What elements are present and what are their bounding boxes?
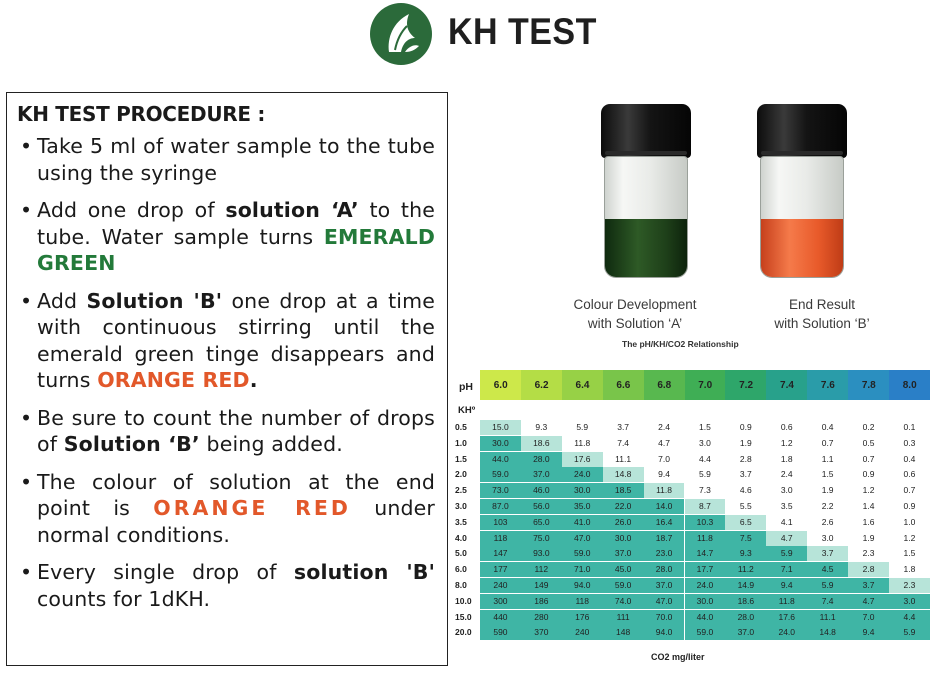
co2-cell: 28.0 xyxy=(644,562,685,577)
co2-cell: 7.0 xyxy=(848,610,889,625)
co2-cell: 300 xyxy=(480,594,521,609)
co2-cell: 4.5 xyxy=(807,562,848,577)
co2-cell: 2.4 xyxy=(780,469,793,480)
co2-cell: 2.3 xyxy=(889,578,930,593)
co2-cell: 147 xyxy=(480,546,521,561)
co2-cell: 10.3 xyxy=(685,515,726,530)
step-text: The colour of solution at the end point is xyxy=(37,469,435,520)
co2-cell: 240 xyxy=(480,578,521,593)
procedure-box xyxy=(6,92,448,666)
co2-cell: 1.0 xyxy=(903,516,916,527)
co2-cell: 14.0 xyxy=(644,499,685,514)
co2-cell: 186 xyxy=(521,594,562,609)
co2-cell: 37.0 xyxy=(644,578,685,593)
co2-cell: 0.9 xyxy=(739,422,752,432)
procedure-step xyxy=(17,288,435,394)
step-text: under normal conditions. xyxy=(37,496,435,547)
kh-row-label: 6.0 xyxy=(455,564,467,575)
co2-cell: 30.0 xyxy=(685,594,726,609)
co2-cell: 3.7 xyxy=(848,578,889,593)
co2-cell: 118 xyxy=(480,531,521,546)
step-text: Add xyxy=(37,288,87,313)
co2-cell: 5.9 xyxy=(766,546,807,561)
kh-row-label: 0.5 xyxy=(455,422,467,432)
co2-cell: 73.0 xyxy=(480,483,521,498)
co2-cell: 4.1 xyxy=(780,516,793,527)
vial-cap xyxy=(601,104,691,158)
co2-cell: 11.8 xyxy=(766,594,807,609)
procedure-step xyxy=(17,405,435,458)
co2-cell: 37.0 xyxy=(603,546,644,561)
co2-cell: 3.0 xyxy=(699,437,711,448)
co2-cell: 240 xyxy=(562,625,603,640)
step-text: EMERALD GREEN xyxy=(37,224,435,275)
co2-cell: 0.7 xyxy=(821,437,834,448)
co2-cell: 4.7 xyxy=(766,531,807,546)
ph-header-cell: 6.2 xyxy=(521,370,562,400)
co2-cell: 370 xyxy=(521,625,562,640)
co2-cell: 18.7 xyxy=(644,531,685,546)
co2-cell: 7.0 xyxy=(658,453,670,464)
co2-cell: 17.6 xyxy=(562,452,603,467)
vial-glass xyxy=(760,156,844,278)
co2-cell: 59.0 xyxy=(562,546,603,561)
co2-cell: 0.3 xyxy=(903,437,916,448)
co2-cell: 0.5 xyxy=(862,437,875,448)
right-photo-caption: End Result with Solution ‘B’ xyxy=(774,297,870,331)
co2-cell: 28.0 xyxy=(521,452,562,467)
step-text: Be sure to count the number of drops of xyxy=(37,405,435,456)
co2-cell: 71.0 xyxy=(562,562,603,577)
co2-cell: 56.0 xyxy=(521,499,562,514)
co2-cell: 3.5 xyxy=(780,501,793,511)
kh-row-label: 5.0 xyxy=(455,548,467,559)
ph-header-cell: 7.2 xyxy=(725,370,766,400)
co2-cell: 1.5 xyxy=(903,548,916,559)
green-solution xyxy=(605,219,687,277)
co2-cell: 0.7 xyxy=(903,485,916,496)
co2-cell: 44.0 xyxy=(480,452,521,467)
ph-header-cell: 6.4 xyxy=(562,370,603,400)
co2-cell: 5.9 xyxy=(807,578,848,593)
co2-cell: 1.1 xyxy=(821,453,834,464)
co2-cell: 9.4 xyxy=(766,578,807,593)
co2-cell: 14.9 xyxy=(725,578,766,593)
co2-cell: 1.9 xyxy=(821,485,834,496)
kh-row-label: 1.0 xyxy=(455,437,467,448)
co2-cell: 177 xyxy=(480,562,521,577)
kh-axis-label: KHº xyxy=(458,405,476,416)
step-text: ORANGE RED xyxy=(97,368,250,392)
co2-cell: 14.7 xyxy=(685,546,726,561)
co2-cell: 7.4 xyxy=(617,437,630,448)
co2-cell: 103 xyxy=(480,515,521,530)
co2-cell: 23.0 xyxy=(644,546,685,561)
kh-row-label: 8.0 xyxy=(455,580,467,590)
co2-cell: 5.9 xyxy=(889,625,930,640)
co2-cell: 3.0 xyxy=(821,532,834,543)
co2-cell: 45.0 xyxy=(603,562,644,577)
co2-cell: 15.0 xyxy=(480,420,521,435)
co2-cell: 4.7 xyxy=(658,437,670,448)
co2-cell: 1.8 xyxy=(780,453,793,464)
ph-header-cell: 6.8 xyxy=(644,370,685,400)
co2-cell: 1.5 xyxy=(699,422,711,432)
co2-cell: 9.4 xyxy=(658,469,670,480)
orange-solution xyxy=(761,219,843,277)
ph-header-cell: 7.8 xyxy=(848,370,889,400)
co2-cell: 0.4 xyxy=(821,422,834,432)
co2-cell: 16.4 xyxy=(644,515,685,530)
co2-cell: 3.7 xyxy=(739,469,752,480)
co2-cell: 9.4 xyxy=(848,625,889,640)
step-text: one drop at a time with continuous stirring until the emerald green tinge disappears and turns xyxy=(37,288,435,392)
co2-cell: 94.0 xyxy=(644,625,685,640)
kh-row-label: 4.0 xyxy=(455,532,467,543)
kh-row-label: 2.5 xyxy=(455,485,467,496)
procedure-step xyxy=(17,133,435,186)
co2-cell: 65.0 xyxy=(521,515,562,530)
procedure-step xyxy=(17,197,435,277)
co2-cell: 7.4 xyxy=(807,594,848,609)
co2-cell: 59.0 xyxy=(480,467,521,482)
co2-cell: 11.1 xyxy=(615,453,632,464)
ph-header-cell: 7.4 xyxy=(766,370,807,400)
co2-cell: 17.6 xyxy=(766,610,807,625)
co2-cell: 3.7 xyxy=(617,422,630,432)
vial-glass xyxy=(604,156,688,278)
co2-cell: 24.0 xyxy=(685,578,726,593)
co2-cell: 9.3 xyxy=(535,422,548,432)
co2-cell: 14.8 xyxy=(603,467,644,482)
co2-cell: 2.2 xyxy=(821,501,834,511)
co2-cell: 1.6 xyxy=(862,516,875,527)
co2-cell: 7.5 xyxy=(725,531,766,546)
co2-cell: 41.0 xyxy=(562,515,603,530)
co2-cell: 87.0 xyxy=(480,499,521,514)
co2-cell: 1.4 xyxy=(862,501,875,511)
ph-header-cell: 8.0 xyxy=(889,370,930,400)
ph-header-cell: 7.6 xyxy=(807,370,848,400)
co2-cell: 0.9 xyxy=(862,469,875,480)
co2-cell: 280 xyxy=(521,610,562,625)
co2-cell: 5.9 xyxy=(699,469,711,480)
co2-cell: 2.3 xyxy=(862,548,875,559)
co2-cell: 9.3 xyxy=(725,546,766,561)
co2-cell: 37.0 xyxy=(521,467,562,482)
co2-cell: 59.0 xyxy=(685,625,726,640)
co2-cell: 2.4 xyxy=(658,422,670,432)
co2-cell: 94.0 xyxy=(562,578,603,593)
co2-cell: 4.4 xyxy=(889,610,930,625)
co2-cell: 0.4 xyxy=(903,453,916,464)
co2-cell: 0.9 xyxy=(903,501,916,511)
kh-row-label: 15.0 xyxy=(455,611,472,622)
co2-cell: 17.7 xyxy=(685,562,726,577)
co2-cell: 149 xyxy=(521,578,562,593)
co2-cell: 14.8 xyxy=(807,625,848,640)
co2-cell: 47.0 xyxy=(562,531,603,546)
step-text: Every single drop of xyxy=(37,560,294,584)
kh-row-label: 1.5 xyxy=(455,453,467,464)
co2-cell: 590 xyxy=(480,625,521,640)
co2-cell: 30.0 xyxy=(480,436,521,451)
co2-cell: 11.8 xyxy=(685,531,726,546)
co2-cell: 3.7 xyxy=(807,546,848,561)
co2-cell: 111 xyxy=(603,610,644,625)
co2-cell: 59.0 xyxy=(603,578,644,593)
co2-axis-label: CO2 mg/liter xyxy=(651,652,705,662)
step-text: Add one drop of xyxy=(37,198,226,222)
step-text: solution ‘A’ xyxy=(225,198,359,222)
co2-cell: 0.6 xyxy=(780,422,793,432)
co2-cell: 1.2 xyxy=(903,532,916,543)
kh-row-label: 20.0 xyxy=(455,627,472,638)
co2-cell: 2.8 xyxy=(739,453,752,464)
procedure-heading: KH TEST PROCEDURE : xyxy=(17,102,266,126)
co2-cell: 22.0 xyxy=(603,499,644,514)
co2-cell: 75.0 xyxy=(521,531,562,546)
left-photo-caption: Colour Development with Solution ‘A’ xyxy=(573,297,697,331)
procedure-step xyxy=(17,559,435,612)
kh-row-label: 3.5 xyxy=(455,516,467,527)
co2-cell: 112 xyxy=(521,562,562,577)
co2-cell: 3.0 xyxy=(889,594,930,609)
co2-cell: 5.9 xyxy=(576,422,589,432)
co2-cell: 11.8 xyxy=(574,437,591,448)
step-text: Solution ‘B’ xyxy=(63,432,200,456)
co2-cell: 0.1 xyxy=(903,422,916,432)
co2-cell: 44.0 xyxy=(685,610,726,625)
vial-cap xyxy=(757,104,847,158)
page-title: KH TEST xyxy=(448,11,597,52)
leaf-logo-icon xyxy=(369,2,433,66)
co2-cell: 11.1 xyxy=(807,610,848,625)
kh-row-label: 2.0 xyxy=(455,469,467,480)
co2-cell: 2.8 xyxy=(848,562,889,577)
ph-header-cell: 7.0 xyxy=(685,370,726,400)
step-text: solution 'B' xyxy=(293,560,436,584)
step-text: being added. xyxy=(199,432,343,456)
procedure-steps xyxy=(17,133,435,612)
co2-cell: 1.5 xyxy=(821,469,834,480)
co2-cell: 35.0 xyxy=(562,499,603,514)
co2-cell: 11.8 xyxy=(644,483,685,498)
co2-cell: 46.0 xyxy=(521,483,562,498)
co2-cell: 7.3 xyxy=(699,485,711,496)
step-text: Solution 'B' xyxy=(86,288,223,313)
co2-cell: 5.5 xyxy=(739,501,752,511)
co2-cell: 1.8 xyxy=(903,564,916,575)
co2-cell: 4.6 xyxy=(739,485,752,496)
co2-cell: 24.0 xyxy=(562,467,603,482)
co2-cell: 7.1 xyxy=(766,562,807,577)
co2-cell: 93.0 xyxy=(521,546,562,561)
co2-cell: 37.0 xyxy=(725,625,766,640)
co2-cell: 18.6 xyxy=(725,594,766,609)
green-vial-photo xyxy=(601,104,691,280)
kh-row-label: 10.0 xyxy=(455,595,472,606)
co2-cell: 176 xyxy=(562,610,603,625)
co2-cell: 1.9 xyxy=(862,532,875,543)
co2-cell: 4.4 xyxy=(699,453,711,464)
co2-cell: 18.5 xyxy=(603,483,644,498)
co2-cell: 70.0 xyxy=(644,610,685,625)
step-text: counts for 1dKH. xyxy=(37,586,211,611)
co2-cell: 26.0 xyxy=(603,515,644,530)
kh-row-label: 3.0 xyxy=(455,501,467,511)
co2-cell: 4.7 xyxy=(848,594,889,609)
co2-cell: 28.0 xyxy=(725,610,766,625)
co2-cell: 74.0 xyxy=(603,594,644,609)
co2-cell: 30.0 xyxy=(562,483,603,498)
co2-cell: 118 xyxy=(562,594,603,609)
co2-cell: 1.2 xyxy=(862,485,875,496)
co2-cell: 24.0 xyxy=(766,625,807,640)
step-text: ORANGE RED xyxy=(153,496,351,520)
co2-cell: 3.0 xyxy=(780,485,793,496)
step-text: Take 5 ml of water sample to the tube using the syringe xyxy=(37,134,435,185)
ph-axis-label: pH xyxy=(459,381,473,393)
co2-cell: 47.0 xyxy=(644,594,685,609)
ph-header-cell: 6.6 xyxy=(603,370,644,400)
co2-cell: 11.2 xyxy=(725,562,766,577)
co2-cell: 0.7 xyxy=(862,453,875,464)
co2-cell: 440 xyxy=(480,610,521,625)
co2-cell: 1.9 xyxy=(739,437,752,448)
co2-cell: 8.7 xyxy=(685,499,726,514)
co2-cell: 0.2 xyxy=(862,422,875,432)
step-text: to the tube. Water sample turns xyxy=(37,198,436,249)
co2-cell: 2.6 xyxy=(821,516,834,527)
procedure-step xyxy=(17,469,435,549)
orange-vial-photo xyxy=(757,104,847,280)
co2-cell: 6.5 xyxy=(725,515,766,530)
co2-cell: 30.0 xyxy=(603,531,644,546)
co2-cell: 18.6 xyxy=(521,436,562,451)
co2-cell: 0.6 xyxy=(903,469,916,480)
step-text: . xyxy=(249,368,258,392)
ph-header-cell: 6.0 xyxy=(480,370,521,400)
co2-cell: 1.2 xyxy=(780,437,793,448)
co2-cell: 148 xyxy=(603,625,644,640)
table-title: The pH/KH/CO2 Relationship xyxy=(622,339,739,349)
